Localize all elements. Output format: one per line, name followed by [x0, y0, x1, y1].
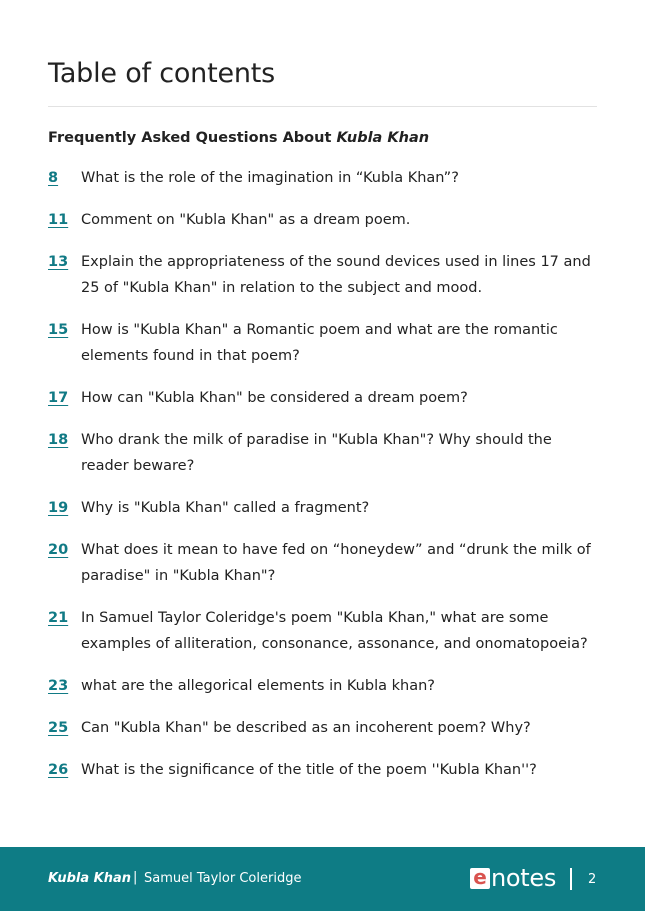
toc-question: What does it mean to have fed on “honeydew” and “drunk the milk of paradise" in "Kubla Khan"?: [81, 542, 591, 584]
toc-question: Can "Kubla Khan" be described as an incoherent poem? Why?: [81, 720, 531, 736]
toc-page-link[interactable]: 15: [48, 322, 69, 338]
toc-question: Who drank the milk of paradise in "Kubla Khan"? Why should the reader beware?: [81, 432, 552, 474]
toc-question: Comment on "Kubla Khan" as a dream poem.: [81, 212, 411, 228]
toc-item: [48, 385, 600, 411]
toc-question: What is the role of the imagination in “Kubla Khan”?: [81, 170, 459, 186]
toc-item: [48, 537, 600, 589]
toc-page-link[interactable]: 11: [48, 212, 69, 228]
enotes-logo[interactable]: [470, 866, 556, 890]
footer-book-title: Kubla Khan: [48, 871, 132, 886]
page-footer: [0, 847, 645, 911]
toc-page-link[interactable]: 17: [48, 390, 69, 406]
footer-author: Samuel Taylor Coleridge: [144, 871, 302, 886]
toc-page-link[interactable]: 25: [48, 720, 69, 736]
toc-page-link[interactable]: 23: [48, 678, 69, 694]
toc-item: [48, 165, 600, 191]
toc-item: [48, 673, 600, 699]
toc-question: How can "Kubla Khan" be considered a dream poem?: [81, 390, 468, 406]
toc-page-link[interactable]: 26: [48, 762, 69, 778]
toc-question: Explain the appropriateness of the sound devices used in lines 17 and 25 of "Kubla Khan" in relation to the subject and mood.: [81, 254, 591, 296]
toc-page-link[interactable]: 19: [48, 500, 69, 516]
section-heading: [48, 128, 429, 148]
toc-question: How is "Kubla Khan" a Romantic poem and what are the romantic elements found in that poem?: [81, 322, 558, 364]
page-title: Table of contents: [48, 58, 276, 89]
toc-page-link[interactable]: 13: [48, 254, 69, 270]
footer-separator: |: [133, 870, 138, 885]
toc-item: [48, 605, 600, 657]
toc-item: [48, 427, 600, 479]
section-heading-work: Kubla Khan: [336, 130, 430, 146]
toc-list: [48, 165, 600, 799]
toc-page-link[interactable]: 18: [48, 432, 69, 448]
toc-page-link[interactable]: 8: [48, 170, 59, 186]
enotes-logo-e-icon: e: [470, 868, 490, 889]
toc-item: [48, 715, 600, 741]
toc-question: Why is "Kubla Khan" called a fragment?: [81, 500, 370, 516]
toc-page-link[interactable]: 21: [48, 610, 69, 626]
toc-item: [48, 249, 600, 301]
enotes-logo-wordmark: notes: [491, 864, 557, 892]
footer-divider: [570, 868, 572, 890]
toc-item: [48, 317, 600, 369]
title-divider: [48, 106, 597, 107]
toc-question: In Samuel Taylor Coleridge's poem "Kubla Khan," what are some examples of alliteration, consonance, assonance, and onomatopoeia?: [81, 610, 588, 652]
toc-item: [48, 207, 600, 233]
section-heading-prefix: Frequently Asked Questions About: [48, 130, 337, 146]
toc-question: What is the significance of the title of the poem ''Kubla Khan''?: [81, 762, 537, 778]
footer-page-number: 2: [588, 872, 597, 887]
toc-item: [48, 757, 600, 783]
toc-page-link[interactable]: 20: [48, 542, 69, 558]
toc-item: [48, 495, 600, 521]
toc-question: what are the allegorical elements in Kubla khan?: [81, 678, 435, 694]
